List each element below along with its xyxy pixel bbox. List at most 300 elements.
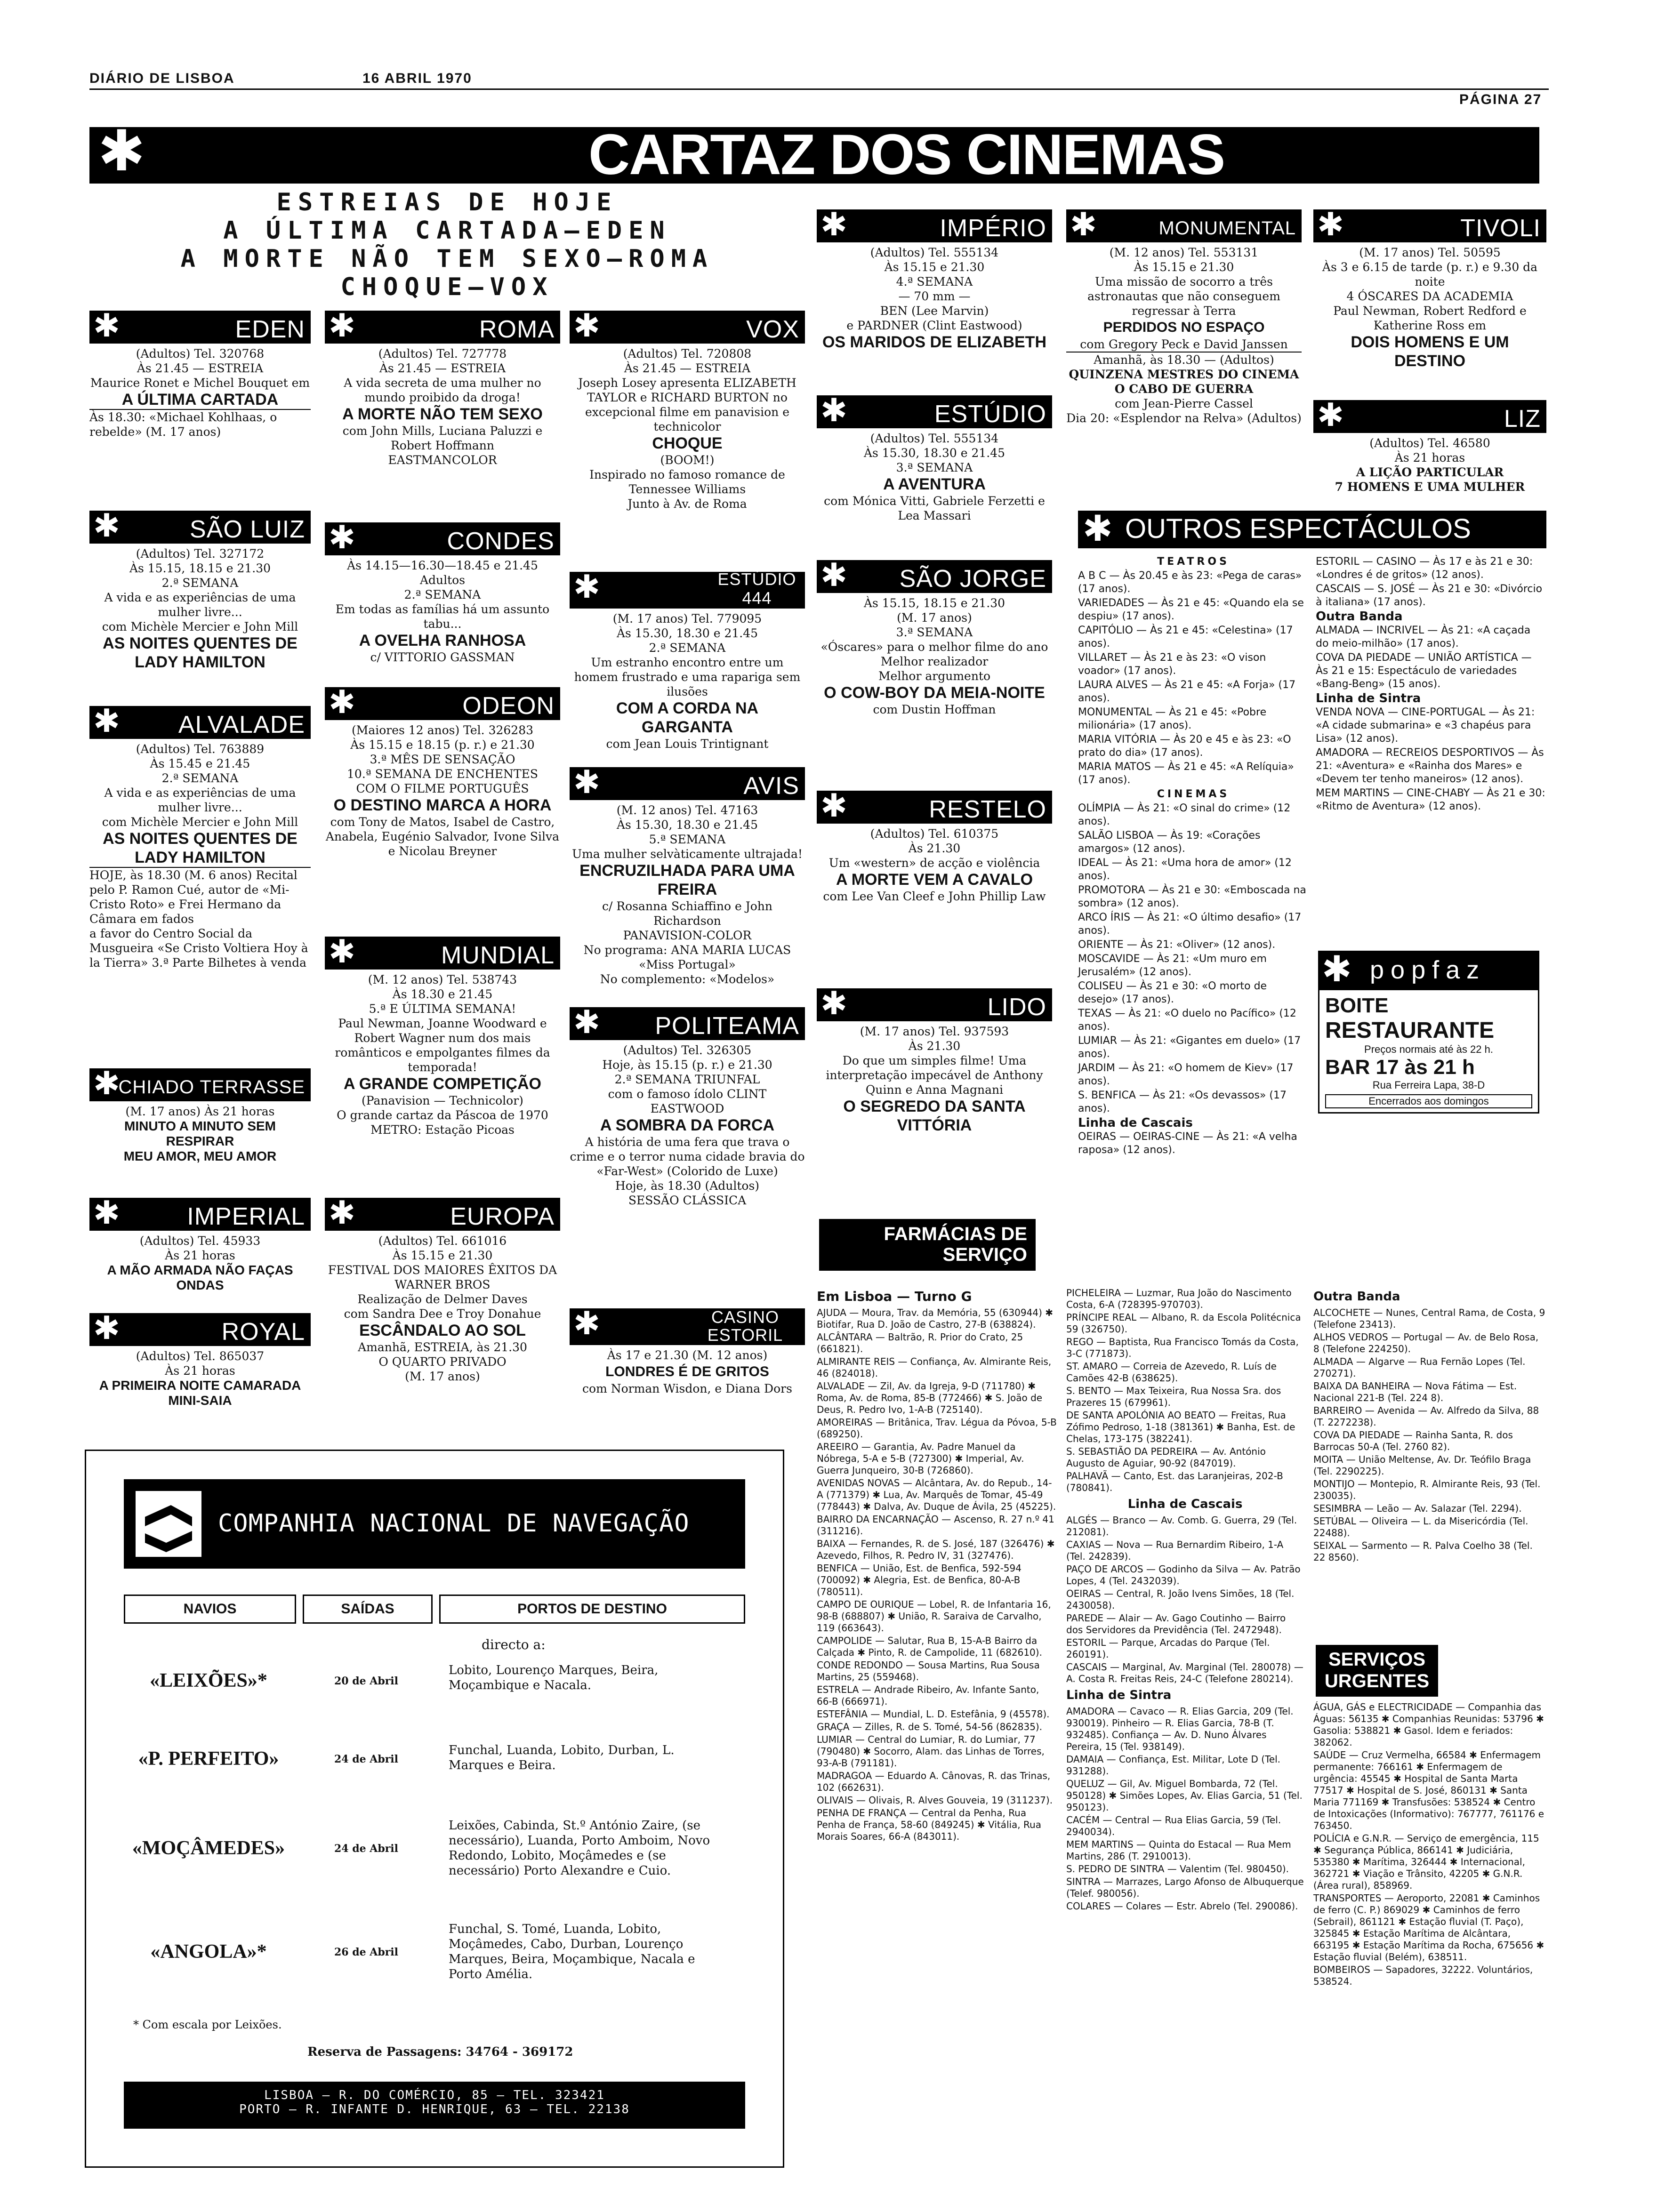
- listing-item: JARDIM — Às 21: «O homem de Kiev» (17 anos).: [1078, 1062, 1294, 1087]
- asterisk-icon: ✱: [93, 703, 120, 740]
- cinema-header: [570, 307, 805, 345]
- listing-item: REGO — Baptista, Rua Francisco Tomás da Costa, 3-C (771873).: [1066, 1336, 1299, 1359]
- estreias-line: A MORTE NÃO TEM SEXO—ROMA: [180, 245, 714, 273]
- listing-item: SEIXAL — Sarmento — R. Palva Coelho 38 (Tel. 22 8560).: [1313, 1540, 1533, 1563]
- cinema-header: [570, 764, 805, 801]
- cinema-info: com John Mills, Luciana Paluzzi e Robert Hoffmann: [342, 424, 543, 452]
- cinema-info: Um estranho encontro entre um homem frustrado e uma rapariga sem ilusões: [574, 656, 801, 698]
- cinema-name: SÃO JORGE: [899, 565, 1046, 593]
- issue-date: 16 ABRIL 1970: [362, 71, 472, 86]
- cinema-vox: [570, 307, 805, 511]
- ad-line: RESTAURANTE: [1325, 1018, 1495, 1043]
- film-title: A PRIMEIRA NOITE CAMARADA MINI-SAIA: [99, 1378, 301, 1408]
- address-lisboa: LISBOA — R. DO COMÉRCIO, 85 — TEL. 323421: [264, 2088, 605, 2102]
- asterisk-icon: ✱: [1070, 206, 1097, 243]
- cnn-note: * Com escala por Leixões.: [133, 2018, 282, 2031]
- cinema-info: A vida e as experiências de uma mulher livre...: [104, 591, 296, 619]
- listing-item: BAIXA DA BANHEIRA — Nova Fátima — Est. Nacional 221-B (Tel. 224 8).: [1313, 1380, 1517, 1403]
- ad-line: Rua Ferreira Lapa, 38-D: [1372, 1079, 1485, 1091]
- table-row: [124, 1813, 745, 1907]
- listing-item: OEIRAS — OEIRAS-CINE — Às 21: «A velha raposa» (12 anos).: [1078, 1131, 1297, 1156]
- listing-item: S. SEBASTIÃO DA PEDREIRA — Av. António Augusto de Aguiar, 90-92 (847019).: [1066, 1446, 1266, 1469]
- cinema-estudio: [817, 392, 1052, 523]
- cinema-info: (Adultos) Tel. 555134: [870, 246, 999, 259]
- cinema-avis: [570, 764, 805, 986]
- film-title: A ÚLTIMA CARTADA: [121, 391, 279, 409]
- cinema-info: (M. 12 anos) Tel. 538743: [368, 973, 517, 986]
- listing-item: TEXAS — Às 21: «O duelo no Pacífico» (12 anos).: [1078, 1008, 1296, 1033]
- cinema-info: EASTMANCOLOR: [388, 453, 497, 467]
- cinema-info: A vida e as experiências de uma mulher livre...: [104, 786, 296, 814]
- cinema-info: Às 15.30, 18.30 e 21.45: [616, 818, 758, 832]
- film-title: COM A CORDA NA GARGANTA: [616, 699, 759, 736]
- cinema-info: FESTIVAL DOS MAIORES ÊXITOS DA WARNER BROS: [328, 1263, 557, 1291]
- section-heading: Outra Banda: [1316, 609, 1403, 624]
- destination-ports: Funchal, Luanda, Lobito, Durban, L. Marques e Beira.: [449, 1743, 675, 1772]
- cinema-info: (Maiores 12 anos) Tel. 326283: [351, 723, 534, 737]
- cinema-info: 3.ª MÊS DE SENSAÇÃO: [370, 753, 515, 766]
- cinema-name: CHIADO TERRASSE: [118, 1077, 305, 1098]
- cinema-info: Às 15.45 e 21.45: [150, 757, 250, 770]
- cinema-name: ESTÚDIO: [934, 401, 1046, 428]
- cinema-info: Maurice Ronet e Michel Bouquet em: [90, 376, 310, 390]
- cinema-info: A história de uma fera que trava o crime e o terror numa cidade bravia do «Far-West» (Colorido de Luxe): [570, 1135, 805, 1178]
- listing-item: ALMADA — INCRIVEL — Às 21: «A caçada do meio-milhão» (17 anos).: [1316, 625, 1531, 649]
- cinema-info: (Adultos) Tel. 763889: [136, 742, 265, 756]
- listing-item: CACÉM — Central — Rua Elias Garcia, 59 (Tel. 2940034).: [1066, 1814, 1281, 1837]
- cinema-info: BEN (Lee Marvin): [880, 304, 989, 318]
- listing-item: MARIA VITÓRIA — Às 20 e 45 e às 23: «O prato do dia» (17 anos).: [1078, 734, 1291, 759]
- cnn-reserva: Reserva de Passagens: 34764 - 369172: [307, 2045, 573, 2059]
- ship-name: «LEIXÕES»*: [150, 1670, 267, 1691]
- cinema-info: (M. 12 anos) Tel. 47163: [616, 803, 758, 817]
- cinema-info: 7 HOMENS E UMA MULHER: [1335, 480, 1525, 494]
- cinema-info: A LIÇÃO PARTICULAR: [1356, 465, 1504, 479]
- cinema-header: [89, 507, 311, 545]
- departure-date: 26 de Abril: [334, 1946, 399, 1958]
- cinema-name: MUNDIAL: [441, 942, 555, 969]
- cinema-header: [325, 933, 560, 970]
- cinema-info: 4 ÓSCARES DA ACADEMIA: [1346, 289, 1513, 303]
- listing-item: COVA DA PIEDADE — Rainha Santa, R. dos Barrocas 50-A (Tel. 2760 82).: [1313, 1429, 1513, 1452]
- asterisk-icon: ✱: [573, 1004, 600, 1041]
- listing-item: BARREIRO — Avenida — Av. Alfredo da Silva, 88 (T. 2272238).: [1313, 1405, 1539, 1428]
- cinema-header: [570, 1004, 805, 1041]
- cinema-info: Às 21 horas: [165, 1364, 235, 1378]
- asterisk-icon: ✱: [329, 1194, 355, 1232]
- cinema-info: com Jean Louis Trintignant: [606, 737, 769, 751]
- cinema-info: COM O FILME PORTUGUÊS: [356, 782, 529, 795]
- cinema-restelo: [817, 787, 1052, 904]
- cnn-ad: [85, 1450, 784, 2168]
- listing-item: PAÇO DE ARCOS — Godinho da Silva — Av. Patrão Lopes, 4 (Tel. 2432039).: [1066, 1563, 1301, 1587]
- listing-item: TRANSPORTES — Aeroporto, 22081 ✱ Caminhos de ferro (C. P.) 869029 ✱ Caminhos de ferro (Sebrail), 861121 ✱ Estação fluvial (T. Paço), 325845 ✱ Estação Marítima de Alcântara, 663195 ✱ Estação Marítima da Rocha, 675656 ✱ Estação fluvial (Belém), 638511.: [1313, 1892, 1544, 1963]
- cinema-alvalade: [89, 703, 311, 970]
- cartaz-banner: [89, 119, 1539, 186]
- cinema-info: Uma mulher selvàticamente ultrajada!: [572, 847, 803, 861]
- cinema-info: Dia 20: «Esplendor na Relva» (Adultos): [1066, 411, 1302, 425]
- listing-item: LAURA ALVES — Às 21 e 45: «A Forja» (17 anos).: [1078, 679, 1296, 704]
- cinema-info: Às 21.45 — ESTREIA: [137, 361, 264, 375]
- cinema-imperio: [817, 206, 1052, 352]
- listing-item: ALMADA — Algarve — Rua Fernão Lopes (Tel. 270271).: [1313, 1356, 1526, 1379]
- cnn-logo-icon: [133, 1489, 204, 1559]
- listing-item: COLARES — Colares — Estr. Abrelo (Tel. 290086).: [1066, 1900, 1298, 1912]
- cinema-info: (M. 17 anos) Às 21 horas: [125, 1105, 275, 1118]
- cinema-info: Joseph Losey apresenta ELIZABETH TAYLOR e RICHARD BURTON no excepcional filme em panavision e technicolor: [578, 376, 796, 433]
- listing-item: OEIRAS — Central, R. João Ivens Simões, 18 (Tel. 2430058).: [1066, 1588, 1295, 1611]
- listing-item: SINTRA — Marrazes, Largo Afonso de Albuquerque (Telef. 980056).: [1066, 1876, 1304, 1899]
- cinema-info: SESSÃO CLÁSSICA: [628, 1194, 747, 1207]
- cinema-header: [325, 307, 560, 345]
- destination-ports: Lobito, Lourenço Marques, Beira, Moçambique e Nacala.: [449, 1663, 659, 1692]
- listing-item: SETÚBAL — Oliveira — L. da Misericórdia (Tel. 22488).: [1313, 1515, 1528, 1539]
- asterisk-icon: ✱: [93, 307, 120, 345]
- urgentes-header: [1316, 1645, 1438, 1697]
- listing-item: CASCAIS — S. JOSÉ — Às 21 e 30: «Divórcio à italiana» (17 anos).: [1316, 583, 1543, 608]
- cinema-name: MONUMENTAL: [1158, 218, 1296, 239]
- cinema-info: Realização de Delmer Daves: [357, 1292, 528, 1306]
- cinema-info: O CABO DE GUERRA: [1114, 382, 1254, 396]
- cinema-info: 5.ª E ÚLTIMA SEMANA!: [369, 1002, 516, 1016]
- cinema-info: (BOOM!): [660, 453, 715, 467]
- cinema-info: com Dustin Hoffman: [873, 703, 996, 716]
- col-navios: NAVIOS: [124, 1595, 296, 1624]
- listing-item: ESTORIL — Parque, Arcadas do Parque (Tel. 260191).: [1066, 1637, 1270, 1660]
- asterisk-icon: ✱: [329, 933, 355, 970]
- farmacias-title: FARMÁCIAS DE SERVIÇO: [884, 1224, 1027, 1265]
- film-title: LONDRES É DE GRITOS: [605, 1364, 769, 1379]
- cinema-name: AVIS: [743, 772, 799, 800]
- listing-item: AMOREIRAS — Britânica, Trav. Légua da Póvoa, 5-B (689250).: [817, 1417, 1057, 1440]
- listing-item: AVENIDAS NOVAS — Alcântara, Av. do Repub., 14-A (771379) ✱ Lua, Av. Marquês de Tomar, 45-49 (778443) ✱ Dalva, Av. Duque de Ávila, 25 (45225).: [817, 1477, 1056, 1512]
- cinema-header: [89, 703, 311, 740]
- cinema-header: [817, 392, 1052, 429]
- cinema-info: com Lee Van Cleef e John Phillip Law: [823, 890, 1046, 903]
- cinema-monumental: [1066, 206, 1302, 425]
- listing-item: MONUMENTAL — Às 21 e 45: «Pobre milionária» (17 anos).: [1078, 706, 1267, 731]
- section-heading: TEATROS: [1157, 556, 1230, 568]
- cinema-info: Um «western» de acção e violência: [828, 856, 1040, 870]
- cinema-info: METRO: Estação Picoas: [370, 1123, 515, 1137]
- listing-item: LUMIAR — Às 21: «Gigantes em duelo» (17 anos).: [1078, 1035, 1301, 1060]
- listing-item: PAREDE — Alair — Av. Gago Coutinho — Bairro dos Servidores da Previdência (Tel. 2472948).: [1066, 1612, 1286, 1635]
- cinema-info: com o famoso ídolo CLINT EASTWOOD: [608, 1087, 767, 1115]
- page-number: PÁGINA 27: [1459, 92, 1542, 107]
- listing-item: OLÍMPIA — Às 21: «O sinal do crime» (12 anos).: [1078, 802, 1291, 827]
- farmacias-header: [819, 1219, 1036, 1271]
- ship-name: «ANGOLA»*: [150, 1941, 267, 1963]
- listing-item: DE SANTA APOLÓNIA AO BEATO — Freitas, Rua Zófimo Pedroso, 1-18 (381361) ✱ Banha, Est. de Chelas, 173-175 (382241).: [1066, 1410, 1295, 1444]
- cinema-header: [325, 1194, 560, 1232]
- cinema-eden: [89, 307, 311, 439]
- listing-item: MARIA MATOS — Às 21 e 45: «A Relíquia» (17 anos).: [1078, 761, 1294, 786]
- cinema-header: [817, 787, 1052, 825]
- listing-item: LUMIAR — Central do Lumiar, R. do Lumiar, 77 (790480) ✱ Socorro, Alam. das Linhas de Torres, 93-A-B (791181).: [817, 1734, 1045, 1769]
- cinema-info: 2.ª SEMANA TRIUNFAL: [614, 1073, 760, 1086]
- cinema-info: (M. 17 anos) Tel. 937593: [860, 1025, 1009, 1038]
- film-title: A MÃO ARMADA NÃO FAÇAS ONDAS: [107, 1263, 293, 1292]
- film-title: A SOMBRA DA FORCA: [600, 1116, 775, 1134]
- cnn-header: [124, 1479, 745, 1569]
- cinema-name: LIDO: [987, 994, 1046, 1021]
- film-title: PERDIDOS NO ESPAÇO: [1103, 320, 1265, 335]
- listing-item: PRÍNCIPE REAL — Albano, R. da Escola Politécnica 59 (326750).: [1066, 1312, 1301, 1335]
- cinema-royal: [89, 1310, 311, 1408]
- cinema-info: 3.ª SEMANA: [896, 461, 973, 474]
- listing-item: AREEIRO — Garantia, Av. Padre Manuel da Nóbrega, 5-A e 5-B (727300) ✱ Imperial, Av. Guerra Junqueiro, 30-B (726860).: [817, 1441, 1024, 1476]
- cinema-roma: [325, 307, 560, 467]
- cinema-info: 5.ª SEMANA: [649, 833, 726, 846]
- cinema-info: Junto à Av. de Roma: [627, 497, 747, 511]
- cinema-info: Às 21.30: [908, 1039, 961, 1053]
- cinema-info: com Sandra Dee e Troy Donahue: [344, 1307, 541, 1321]
- asterisk-icon: ✱: [1322, 948, 1352, 990]
- cinema-info: a favor do Centro Social da Musgueira «Se Cristo Voltiera Hoy à la Tierra» 3.ª Parte Bilhetes à venda: [89, 927, 308, 970]
- listing-item: AJUDA — Moura, Trav. da Memória, 55 (630944) ✱ Biotifar, Rua D. João de Castro, 27-B (638824).: [817, 1307, 1053, 1330]
- asterisk-icon: ✱: [329, 519, 355, 556]
- cinema-info: (Adultos) Tel. 720808: [623, 347, 752, 361]
- cinema-europa: [325, 1194, 560, 1384]
- listing-item: GRAÇA — Zilles, R. de S. Tomé, 54-56 (862835).: [817, 1721, 1043, 1732]
- cinema-info: (Adultos) Tel. 327172: [136, 547, 265, 561]
- cinema-info: (M. 17 anos): [897, 611, 972, 625]
- listing-item: S. PEDRO DE SINTRA — Valentim (Tel. 980450).: [1066, 1863, 1289, 1875]
- cinema-info: 2.ª SEMANA: [404, 588, 481, 601]
- cinema-info: Às 21.45 — ESTREIA: [624, 361, 751, 375]
- listing-item: BENFICA — União, Est. de Benfica, 592-594 (700092) ✱ Alegria, Est. de Benfica, 80-A-B (780511).: [817, 1563, 1022, 1597]
- cinema-mundial: [325, 933, 560, 1137]
- cinema-info: HOJE, às 18.30 (M. 6 anos) Recital pelo P. Ramon Cué, autor de «Mi-Cristo Roto» e Frei Hermano da Câmara em fados: [89, 867, 311, 926]
- cinema-info: Amanhã, ESTREIA, às 21.30: [358, 1340, 527, 1354]
- cinema-casino-estoril: [570, 1305, 805, 1396]
- section-heading: Linha de Cascais: [1078, 1116, 1193, 1130]
- cinema-info: Às 15.15 e 21.30: [1134, 260, 1234, 274]
- cinema-info: O QUARTO PRIVADO: [378, 1355, 507, 1369]
- listing-item: SESIMBRA — Leão — Av. Salazar (Tel. 2294).: [1313, 1503, 1522, 1514]
- cinema-odeon: [325, 684, 560, 858]
- film-title: MINUTO A MINUTO SEM RESPIRAR: [124, 1119, 276, 1148]
- outros-header: [1078, 507, 1546, 549]
- cinema-header: [1066, 206, 1302, 243]
- cinema-sao-luiz: [89, 507, 311, 672]
- listing-item: ORIENTE — Às 21: «Oliver» (12 anos).: [1078, 939, 1276, 951]
- cinema-info: Às 21.30: [908, 842, 961, 855]
- popfaz-title: popfaz: [1370, 956, 1486, 984]
- farmacias-col-3: [1313, 1287, 1546, 1564]
- header-rule: [89, 88, 1549, 90]
- film-title: DOIS HOMENS E UM DESTINO: [1351, 333, 1509, 370]
- ad-line: Preços normais até às 22 h.: [1364, 1043, 1493, 1055]
- listing-item: OLIVAIS — Olivais, R. Alves Gouveia, 19 (311237).: [817, 1795, 1053, 1806]
- cinema-info: Às 15.15, 18.15 e 21.30: [863, 596, 1005, 610]
- asterisk-icon: ✱: [1083, 507, 1113, 549]
- cinema-info: O grande cartaz da Páscoa de 1970: [337, 1108, 548, 1122]
- cinema-name: IMPÉRIO: [940, 215, 1046, 242]
- ship-name: «MOÇÂMEDES»: [132, 1837, 285, 1859]
- asterisk-icon: ✱: [820, 206, 847, 243]
- table-row: [124, 1733, 745, 1809]
- cinema-header: [325, 684, 560, 721]
- cinema-info: Às 3 e 6.15 de tarde (p. r.) e 9.30 da noite: [1322, 260, 1538, 289]
- cinema-info: Adultos: [419, 573, 466, 587]
- col-saidas: SAÍDAS: [303, 1595, 433, 1624]
- asterisk-icon: ✱: [329, 307, 355, 345]
- listing-item: VENDA NOVA — CINE-PORTUGAL — Às 21: «A cidade submarina» e «3 chapéus para Lisa» (12 anos).: [1316, 706, 1535, 745]
- cinema-tivoli: [1313, 206, 1546, 370]
- cinema-info: (Adultos) Tel. 320768: [136, 347, 265, 361]
- cinema-name: IMPERIAL: [187, 1203, 305, 1230]
- cinema-name: RESTELO: [929, 796, 1046, 823]
- cinema-info: Às 15.15 e 21.30: [884, 260, 985, 274]
- listing-item: VILLARET — Às 21 e às 23: «O vison voador» (17 anos).: [1078, 652, 1266, 677]
- listing-item: PROMOTORA — Às 21 e 30: «Emboscada na sombra» (12 anos).: [1078, 884, 1306, 909]
- cinema-info: 4.ª SEMANA: [896, 275, 973, 289]
- cinema-info: com Jean-Pierre Cassel: [1115, 397, 1253, 410]
- cinema-info: com Norman Wisdon, e Diana Dors: [582, 1382, 792, 1395]
- asterisk-icon: ✱: [98, 119, 145, 184]
- cinema-lido: [817, 985, 1052, 1135]
- listing-item: S. BENTO — Max Teixeira, Rua Nossa Sra. dos Prazeres 15 (679961).: [1066, 1385, 1281, 1408]
- departure-date: 20 de Abril: [334, 1675, 399, 1687]
- film-title: O SEGREDO DA SANTA VITTÓRIA: [843, 1098, 1026, 1134]
- film-title: ESCÂNDALO AO SOL: [359, 1322, 526, 1339]
- cinema-header: [1313, 397, 1546, 434]
- asterisk-icon: ✱: [573, 569, 600, 606]
- cinema-info: Às 15.15 e 18.15 (p. r.) e 21.30: [350, 738, 535, 752]
- section-heading: Linha de Sintra: [1316, 691, 1421, 705]
- outros-col-1: [1078, 555, 1309, 1158]
- cinema-info: No complemento: «Modelos»: [600, 972, 775, 986]
- listing-item: ALCÂNTARA — Baltrão, R. Prior do Crato, 25 (661821).: [817, 1331, 1023, 1354]
- cinema-info: c/ VITTORIO GASSMAN: [370, 650, 515, 664]
- listing-item: SALÃO LISBOA — Às 19: «Corações amargos» (12 anos).: [1078, 830, 1261, 855]
- cinema-info: PANAVISION-COLOR: [623, 929, 752, 942]
- listing-item: SAÚDE — Cruz Vermelha, 66584 ✱ Enfermagem permanente: 766161 ✱ Enfermagem de urgência: 45545 ✱ Hospital de Santa Marta 77517 ✱ Hospital de S. José, 860131 ✱ Santa Maria 771169 ✱ Transfusões: 538524 ✱ Centro de Intoxicações (Informativo): 767777, 761176 e 763450.: [1313, 1749, 1544, 1831]
- listing-item: IDEAL — Às 21: «Uma hora de amor» (12 anos).: [1078, 857, 1292, 882]
- popfaz-header: [1318, 948, 1539, 990]
- popfaz-ad: [1318, 948, 1539, 1172]
- cinema-info: Às 15.15, 18.15 e 21.30: [129, 561, 271, 575]
- cinema-info: Melhor argumento: [878, 669, 991, 683]
- cinema-info: (Adultos) Tel. 610375: [870, 827, 999, 841]
- cinema-name: EDEN: [235, 316, 305, 343]
- banner-title: CARTAZ DOS CINEMAS: [588, 122, 1225, 186]
- cinema-imperial: [89, 1194, 311, 1293]
- asterisk-icon: ✱: [573, 307, 600, 345]
- asterisk-icon: ✱: [573, 1305, 600, 1342]
- cinema-sao-jorge: [817, 557, 1052, 717]
- col-portos: PORTOS DE DESTINO: [439, 1595, 745, 1624]
- departure-date: 24 de Abril: [334, 1843, 399, 1855]
- listing-item: MOSCAVIDE — Às 21: «Um muro em Jerusalém» (12 anos).: [1078, 953, 1267, 978]
- listing-item: PICHELEIRA — Luzmar, Rua João do Nascimento Costa, 6-A (728395-970703).: [1066, 1287, 1292, 1310]
- listing-item: CAMPOLIDE — Salutar, Rua B, 15-A-B Bairro da Calçada ✱ Pinto, R. de Campolide, 11 (682610).: [817, 1635, 1042, 1658]
- cinema-info: com Mónica Vitti, Gabriele Ferzetti e Lea Massari: [824, 494, 1045, 522]
- cinema-header: [89, 1310, 311, 1347]
- ad-line: BAR 17 às 21 h: [1325, 1056, 1475, 1079]
- cnn-intro: directo a:: [482, 1637, 546, 1652]
- cinema-info: (Adultos) Tel. 865037: [136, 1349, 265, 1363]
- listing-item: ALGÉS — Branco — Av. Comb. G. Guerra, 29 (Tel. 212081).: [1066, 1515, 1297, 1538]
- cinema-name: CASINO ESTORIL: [707, 1307, 783, 1345]
- cinema-info: (Adultos) Tel. 46580: [1369, 436, 1490, 450]
- cinema-info: Melhor realizador: [880, 655, 989, 668]
- listing-item: VARIEDADES — Às 21 e 45: «Quando ela se despiu» (17 anos).: [1078, 597, 1304, 622]
- cinema-info: 3.ª SEMANA: [896, 625, 973, 639]
- cinema-header: [817, 985, 1052, 1022]
- farmacias-col-2: [1066, 1287, 1304, 1913]
- listing-item: ARCO ÍRIS — Às 21: «O último desafio» (17 anos).: [1078, 912, 1302, 937]
- cnn-footer: [124, 2082, 745, 2129]
- cinema-info: «Óscares» para o melhor filme do ano: [820, 640, 1048, 654]
- cinema-info: (M. 17 anos): [405, 1370, 480, 1383]
- cinema-info: c/ Rosanna Schiaffino e John Richardson: [602, 899, 773, 928]
- cinema-info: (M. 12 anos) Tel. 553131: [1109, 246, 1259, 259]
- cinema-info: (M. 17 anos) Tel. 50595: [1359, 246, 1501, 259]
- listing-item: ESTEFÂNIA — Mundial, L. D. Estefânia, 9 (45578).: [817, 1708, 1050, 1720]
- cinema-info: (M. 17 anos) Tel. 779095: [612, 612, 762, 625]
- address-porto: PORTO — R. INFANTE D. HENRIQUE, 63 — TEL. 22138: [239, 2102, 630, 2116]
- asterisk-icon: ✱: [93, 1310, 120, 1347]
- company-name: COMPANHIA NACIONAL DE NAVEGAÇÃO: [218, 1509, 690, 1538]
- listing-item: AMADORA — RECREIOS DESPORTIVOS — Às 21: «Aventura» e «Rainha dos Mares» e «Devem ter tenho maneiros» (12 anos).: [1316, 747, 1544, 785]
- asterisk-icon: ✱: [93, 507, 120, 545]
- cinema-header: [570, 1305, 805, 1345]
- asterisk-icon: ✱: [93, 1065, 120, 1102]
- listing-item: MEM MARTINS — CINE-CHABY — Às 21 e 30: «Ritmo de Aventura» (12 anos).: [1316, 787, 1545, 812]
- listing-item: ALMIRANTE REIS — Confiança, Av. Almirante Reis, 46 (824018).: [817, 1356, 1052, 1379]
- film-title: A GRANDE COMPETIÇÃO: [344, 1075, 541, 1093]
- cinema-info: (Adultos) Tel. 555134: [870, 432, 999, 445]
- cinema-info: (Adultos) Tel. 727778: [378, 347, 507, 361]
- section-heading: Em Lisboa — Turno G: [817, 1289, 972, 1304]
- cinema-header: [1313, 206, 1546, 243]
- departure-date: 24 de Abril: [334, 1753, 399, 1765]
- listing-item: BOMBEIROS — Sapadores, 32222. Voluntários, 538524.: [1313, 1964, 1533, 1987]
- table-row: [124, 1917, 745, 2011]
- cinema-info: Às 15.30, 18.30 e 21.45: [863, 446, 1005, 460]
- cinema-info: Às 17 e 21.30 (M. 12 anos): [607, 1348, 768, 1362]
- listing-item: CASCAIS — Marginal, Av. Marginal (Tel. 280078) — A. Costa R. Freitas Reis, 24-C (Telefone 280214).: [1066, 1661, 1303, 1684]
- cinema-info: Às 14.15—16.30—18.45 e 21.45: [347, 559, 538, 572]
- asterisk-icon: ✱: [820, 392, 847, 429]
- listing-item: MADRAGOA — Eduardo A. Cânovas, R. das Trinas, 102 (662631).: [817, 1770, 1051, 1793]
- film-title: A OVELHA RANHOSA: [359, 632, 526, 649]
- section-heading: Linha de Sintra: [1066, 1688, 1172, 1702]
- cinema-info: com Michèle Mercier e John Mill: [102, 815, 298, 829]
- cinema-info: Hoje, às 15.15 (p. r.) e 21.30: [602, 1058, 772, 1072]
- estreias-line: CHOQUE—VOX: [340, 273, 554, 301]
- outros-col-2: [1316, 555, 1546, 814]
- cinema-info: e PARDNER (Clint Eastwood): [846, 319, 1022, 332]
- asterisk-icon: ✱: [329, 684, 355, 721]
- listing-item: AMADORA — Cavaco — R. Elias Garcia, 209 (Tel. 930019). Pinheiro — R. Elias Garcia, 78-B (T. 932485). Confiança — Av. D. Nuno Álvares Pereira, 15 (Tel. 938149).: [1066, 1706, 1294, 1752]
- listing-item: CONDE REDONDO — Sousa Martins, Rua Sousa Martins, 25 (559468).: [817, 1659, 1040, 1683]
- listing-item: CAPITÓLIO — Às 21 e 45: «Celestina» (17 anos).: [1078, 625, 1293, 649]
- listing-item: ALHOS VEDROS — Portugal — Av. de Belo Rosa, 8 (Telefone 224250).: [1313, 1331, 1539, 1354]
- listing-item: POLÍCIA e G.N.R. — Serviço de emergência, 115 ✱ Segurança Pública, 866141 ✱ Judiciária, 535380 ✱ Marítima, 326444 ✱ Internacional, 362721 ✱ Viação e Trânsito, 42205 ✱ G.N.R. (Área rural), 858969.: [1313, 1833, 1539, 1891]
- estreias-block: [89, 188, 805, 301]
- estreias-line: A ÚLTIMA CARTADA—EDEN: [223, 216, 671, 245]
- cinema-name: CONDES: [447, 528, 555, 555]
- outros-title: OUTROS ESPECTÁCULOS: [1125, 513, 1471, 544]
- listing-item: MONTIJO — Montepio, R. Almirante Reis, 93 (Tel. 230035).: [1313, 1478, 1541, 1501]
- listing-item: ESTORIL — CASINO — Às 17 e às 21 e 30: «Londres é de gritos» (12 anos).: [1316, 556, 1533, 581]
- cinema-politeama: [570, 1004, 805, 1208]
- listing-item: MEM MARTINS — Quinta do Estacal — Rua Mem Martins, 286 (T. 2910013).: [1066, 1839, 1291, 1862]
- cinema-name: TIVOLI: [1460, 215, 1541, 242]
